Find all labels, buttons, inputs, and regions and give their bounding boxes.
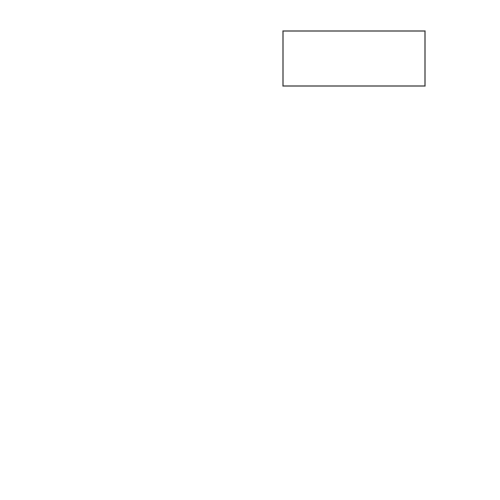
title-block	[283, 31, 425, 86]
title-box	[283, 31, 425, 86]
